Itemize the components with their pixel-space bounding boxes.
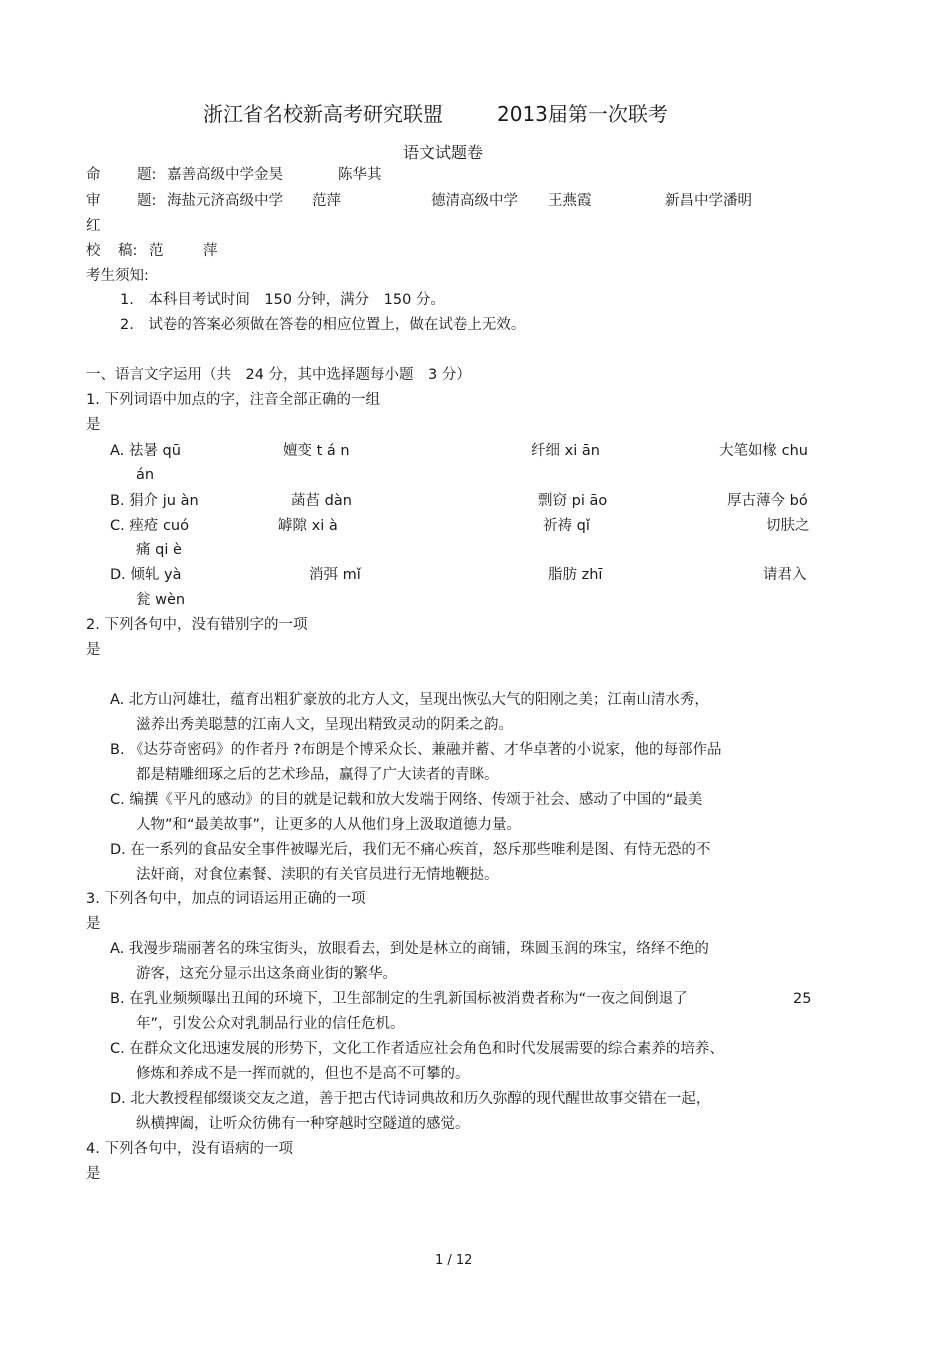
q1-option-b1: B. 狷介 ju àn [110,493,199,509]
q3-option-c-line1: C. 在群众文化迅速发展的形势下，文化工作者适应社会角色和时代发展需要的综合素养的培养、 [110,1041,724,1057]
q1-option-d3: 脂肪 zhī [548,567,603,583]
credit-ti-label: 题: [137,167,157,183]
q2-option-d-line1: D. 在一系列的食品安全事件被曝光后，我们无不痛心疾首，怒斥那些唯利是图、有恃无恐的不 [110,842,711,858]
credit-shen-name2: 王燕霞 [548,193,592,209]
q1-stem: 1. 下列词语中加点的字，注音全部正确的一组 [86,392,380,408]
q1-option-d2: 消弭 mǐ [309,567,361,583]
exam-title: 浙江省名校新高考研究联盟 [203,102,443,126]
q1-stem-end: 是 [86,417,101,433]
q3-option-b-line2: 年”，引发公众对乳制品行业的信任危机。 [136,1016,405,1032]
credit-shen-name1: 范萍 [312,193,341,209]
credit-xiao-label: 校 [86,243,101,259]
q4-stem-end: 是 [86,1166,101,1182]
notice-item-1: 1. 本科目考试时间 150 分钟，满分 150 分。 [120,292,445,308]
credit-shen-school2: 德清高级中学 [431,193,518,209]
credit-ming-authors: 嘉善高级中学金昊 [167,167,283,183]
notice-item-2: 2. 试卷的答案必须做在答卷的相应位置上，做在试卷上无效。 [120,317,526,333]
q2-option-a-line2: 滋养出秀美聪慧的江南人文，呈现出精致灵动的阴柔之韵。 [136,717,513,733]
q3-stem: 3. 下列各句中，加点的词语运用正确的一项 [86,891,366,907]
q2-option-d-line2: 法奸商，对食位素餐、渎职的有关官员进行无情地鞭挞。 [136,867,499,883]
credit-gao-label: 稿: [118,243,138,259]
q3-option-c-line2: 修炼和养成不是一挥而就的，但也不是高不可攀的。 [136,1066,470,1082]
q1-option-a3: 纤细 xi ān [531,443,600,459]
q3-option-d-line2: 纵横捭阖，让听众彷佛有一种穿越时空隧道的感觉。 [136,1116,470,1132]
exam-title-year: 2013届第一次联考 [497,102,668,126]
q2-option-a-line1: A. 北方山河雄壮，蕴育出粗犷豪放的北方人文，呈现出恢弘大气的阳刚之美；江南山清水秀， [110,692,709,708]
q2-option-c-line2: 人物”和“最美故事”，让更多的人从他们身上汲取道德力量。 [136,817,522,833]
q3-option-b-number: 25 [793,991,812,1007]
q3-option-a-line2: 游客，这充分显示出这条商业街的繁华。 [136,966,397,982]
credit-shen-cont: 红 [86,218,101,234]
q3-option-b-line1: B. 在乳业频频曝出丑闻的环境下，卫生部制定的生乳新国标被消费者称为“一夜之间倒退了 [110,991,688,1007]
q3-option-a-line1: A. 我漫步瑞丽著名的珠宝街头，放眼看去，到处是林立的商铺，珠圆玉润的珠宝，络绎不绝的 [110,941,709,957]
q1-option-a2: 嬗变 t á n [283,443,350,459]
q1-option-c3: 祈祷 qǐ [543,518,590,534]
q1-option-c2: 罅隙 xi à [278,518,338,534]
q1-option-b3: 剽窃 pi āo [538,493,608,509]
notice-heading: 考生须知: [86,268,149,284]
credit-ming-author2: 陈华其 [338,167,382,183]
q1-option-a1: A. 祛暑 qū [110,443,181,459]
q3-option-d-line1: D. 北大教授程郁缀谈交友之道，善于把古代诗词典故和历久弥醇的现代醒世故事交错在一起， [110,1091,711,1107]
credit-xiao-name2: 萍 [203,243,218,259]
q2-option-b-line2: 都是精雕细琢之后的艺术珍品，赢得了广大读者的青眯。 [136,767,499,783]
q1-option-c4-cont: 痛 qi è [136,542,182,558]
q1-option-a4: 大笔如椽 chu [719,443,808,459]
credit-ming-label: 命 [86,167,101,183]
q2-option-b-line1: B. 《达芬奇密码》的作者丹 ?布朗是个博采众长、兼融并蓄、才华卓著的小说家，他的每部作品 [110,742,722,758]
q2-stem: 2. 下列各句中，没有错别字的一项 [86,617,308,633]
q1-option-d4-cont: 瓮 wèn [136,592,186,608]
exam-subtitle: 语文试题卷 [403,143,484,162]
credit-ti-label-2: 题: [137,193,157,209]
q2-option-c-line1: C. 编撰《平凡的感动》的目的就是记载和放大发端于网络、传颂于社会、感动了中国的“最美 [110,792,703,808]
credit-xiao-name1: 范 [149,243,164,259]
q1-option-b2: 菡萏 dàn [291,493,352,509]
credit-shen-school3: 新昌中学潘明 [665,193,752,209]
q1-option-b4: 厚古薄今 bó [727,493,808,509]
page-number: 1 / 12 [435,1253,473,1268]
q3-stem-end: 是 [86,916,101,932]
q1-option-c1: C. 痤疮 cuó [110,518,189,534]
q1-option-a4-cont: án [136,467,155,483]
q1-option-d1: D. 倾轧 yà [110,567,182,583]
credit-shen-label: 审 [86,193,101,209]
section-heading: 一、语言文字运用（共 24 分，其中选择题每小题 3 分） [86,367,471,383]
q1-option-c4: 切肤之 [766,518,810,534]
q1-option-d4: 请君入 [763,567,807,583]
q4-stem: 4. 下列各句中，没有语病的一项 [86,1141,293,1157]
credit-shen-school1: 海盐元济高级中学 [167,193,283,209]
q2-stem-end: 是 [86,642,101,658]
